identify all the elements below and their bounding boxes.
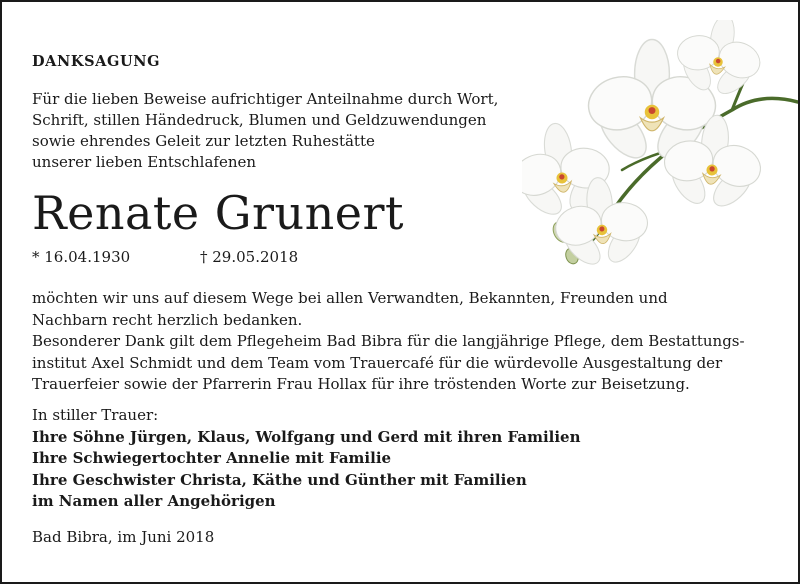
place-date: Bad Bibra, im Juni 2018 — [32, 528, 215, 546]
thanks-text — [32, 288, 782, 396]
mourners-block — [32, 405, 772, 513]
orchid-icon — [522, 20, 798, 270]
heading: DANKSAGUNG — [32, 53, 161, 70]
intro-line: Schrift, stillen Händedruck, Blumen und Geldzuwendungen — [32, 111, 487, 129]
body-line: institut Axel Schmidt und dem Team vom Trauercafé für die würdevolle Ausgestaltung der — [32, 353, 723, 372]
intro-line: unserer lieben Entschlafenen — [32, 153, 257, 171]
body-line: möchten wir uns auf diesem Wege bei allen Verwandten, Bekannten, Freunden und — [32, 289, 668, 307]
life-dates — [32, 248, 299, 266]
death-date: † 29.05.2018 — [200, 248, 299, 266]
family-line: Ihre Schwiegertochter Annelie mit Familie — [32, 449, 392, 467]
mourning-intro: In stiller Trauer: — [32, 406, 159, 424]
deceased-name: Renate Grunert — [32, 186, 404, 240]
body-line: Trauerfeier sowie der Pfarrerin Frau Hollax für ihre tröstenden Worte zur Beisetzung. — [32, 375, 690, 393]
intro-line: Für die lieben Beweise aufrichtiger Anteilnahme durch Wort, — [32, 90, 499, 108]
intro-text — [32, 89, 572, 173]
intro-line: sowie ehrendes Geleit zur letzten Ruhestätte — [32, 132, 375, 150]
birth-date: * 16.04.1930 — [32, 248, 131, 266]
family-line: Ihre Geschwister Christa, Käthe und Günther mit Familien — [32, 470, 527, 489]
family-line: im Namen aller Angehörigen — [32, 492, 276, 510]
body-line: Nachbarn recht herzlich bedanken. — [32, 310, 303, 329]
body-line: Besonderer Dank gilt dem Pflegeheim Bad Bibra für die langjährige Pflege, dem Bestattungs- — [32, 332, 745, 350]
family-line: Ihre Söhne Jürgen, Klaus, Wolfgang und Gerd mit ihren Familien — [32, 427, 581, 446]
